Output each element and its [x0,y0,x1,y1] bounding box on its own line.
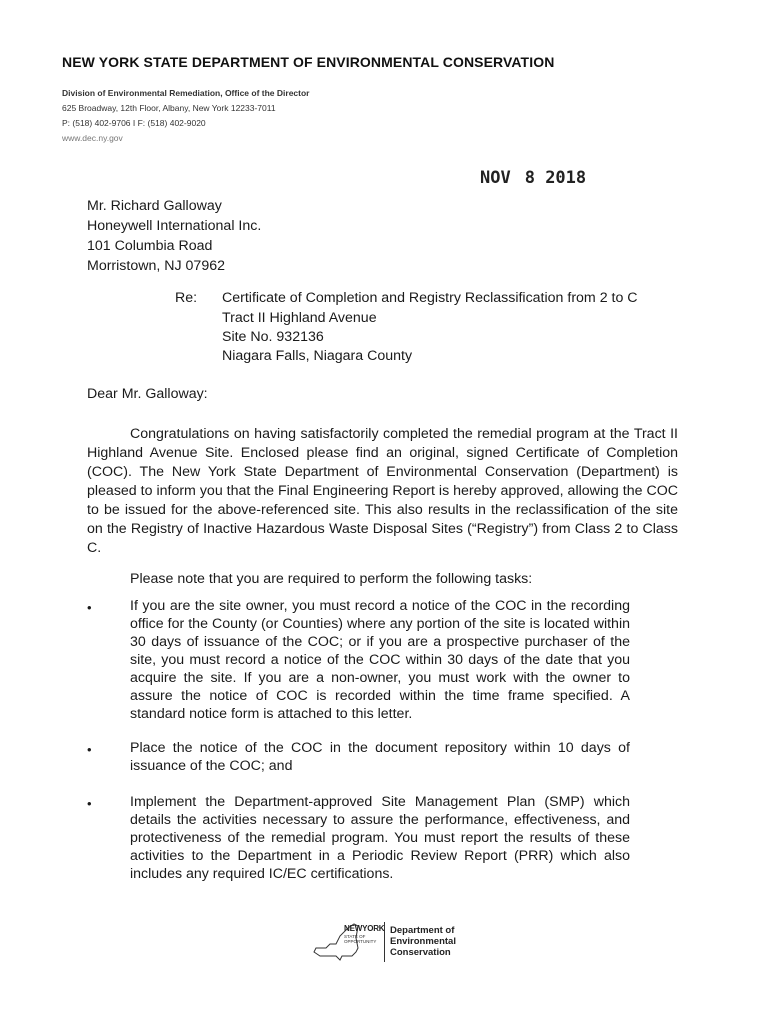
dept-name-line: Conservation [390,947,451,958]
subject-line: Tract II Highland Avenue [222,310,377,326]
subject-line: Site No. 932136 [222,329,324,345]
task-item: Implement the Department-approved Site Management Plan (SMP) which details the activities necessary to assure the performance, effectiveness, and protectiveness of the remedial program. You must report the results of these activities to the Department in a Periodic Review Report (PRR) which also includes any required IC/EC certifications. [130,794,630,882]
subject-line: Niagara Falls, Niagara County [222,348,413,364]
ny-logo-subtitle: STATE OF OPPORTUNITY [344,934,377,944]
agency-address: 625 Broadway, 12th Floor, Albany, New York 12233-7011 [62,103,276,113]
task-item: Place the notice of the COC in the document repository within 10 days of issuance of the COC; and [130,740,630,774]
recipient-name: Mr. Richard Galloway [87,198,222,214]
date-stamp-day-year: 8 2018 [524,168,587,188]
recipient-city: Morristown, NJ 07962 [87,258,225,274]
ny-logo-title: NEWYORK [344,924,385,933]
body-paragraph: Congratulations on having satisfactorily completed the remedial program at the Tract II Highland Avenue Site. Enclosed please find an original, signed Certificate of Completion (COC). The New York State Department of Environmental Conservation (Department) is pleased to inform you that the Final Engineering Report is hereby approved, allowing the COC to be issued for the above-referenced site. This also results in the reclassification of the site on the Registry of Inactive Hazardous Waste Disposal Sites (“Registry”) from Class 2 to Class C. [87,426,678,556]
subject-label: Re: [175,290,198,306]
salutation: Dear Mr. Galloway: [87,386,208,402]
subject-line: Certificate of Completion and Registry Reclassification from 2 to C [222,290,638,306]
recipient-street: 101 Columbia Road [87,238,213,254]
logo-divider [384,922,385,962]
tasks-intro: Please note that you are required to perform the following tasks: [130,571,533,587]
division-name: Division of Environmental Remediation, Office of the Director [62,88,310,98]
agency-website: www.dec.ny.gov [62,133,123,143]
task-item: If you are the site owner, you must record a notice of the COC in the recording office for the County (or Counties) where any portion of the site is located within 30 days of issuance of the COC; or if you are a prospective purchaser of the site, you must record a notice of the COC within 30 days of the date that you acquire the site. If you are a non-owner, you must work with the owner to assure the notice of COC is recorded within the time frame specified. A standard notice form is attached to this letter. [130,598,630,722]
date-stamp-month: NOV [480,168,511,188]
bullet-icon: • [87,796,92,811]
dept-name-line: Environmental [390,936,456,947]
dept-name [390,925,456,958]
recipient-company: Honeywell International Inc. [87,218,262,234]
dept-name-line: Department of [390,925,455,936]
agency-phone-fax: P: (518) 402-9706 I F: (518) 402-9020 [62,118,206,128]
date-stamp [480,168,586,188]
bullet-icon: • [87,600,92,615]
agency-name: NEW YORK STATE DEPARTMENT OF ENVIRONMENTAL CONSERVATION [62,54,555,70]
bullet-icon: • [87,742,92,757]
